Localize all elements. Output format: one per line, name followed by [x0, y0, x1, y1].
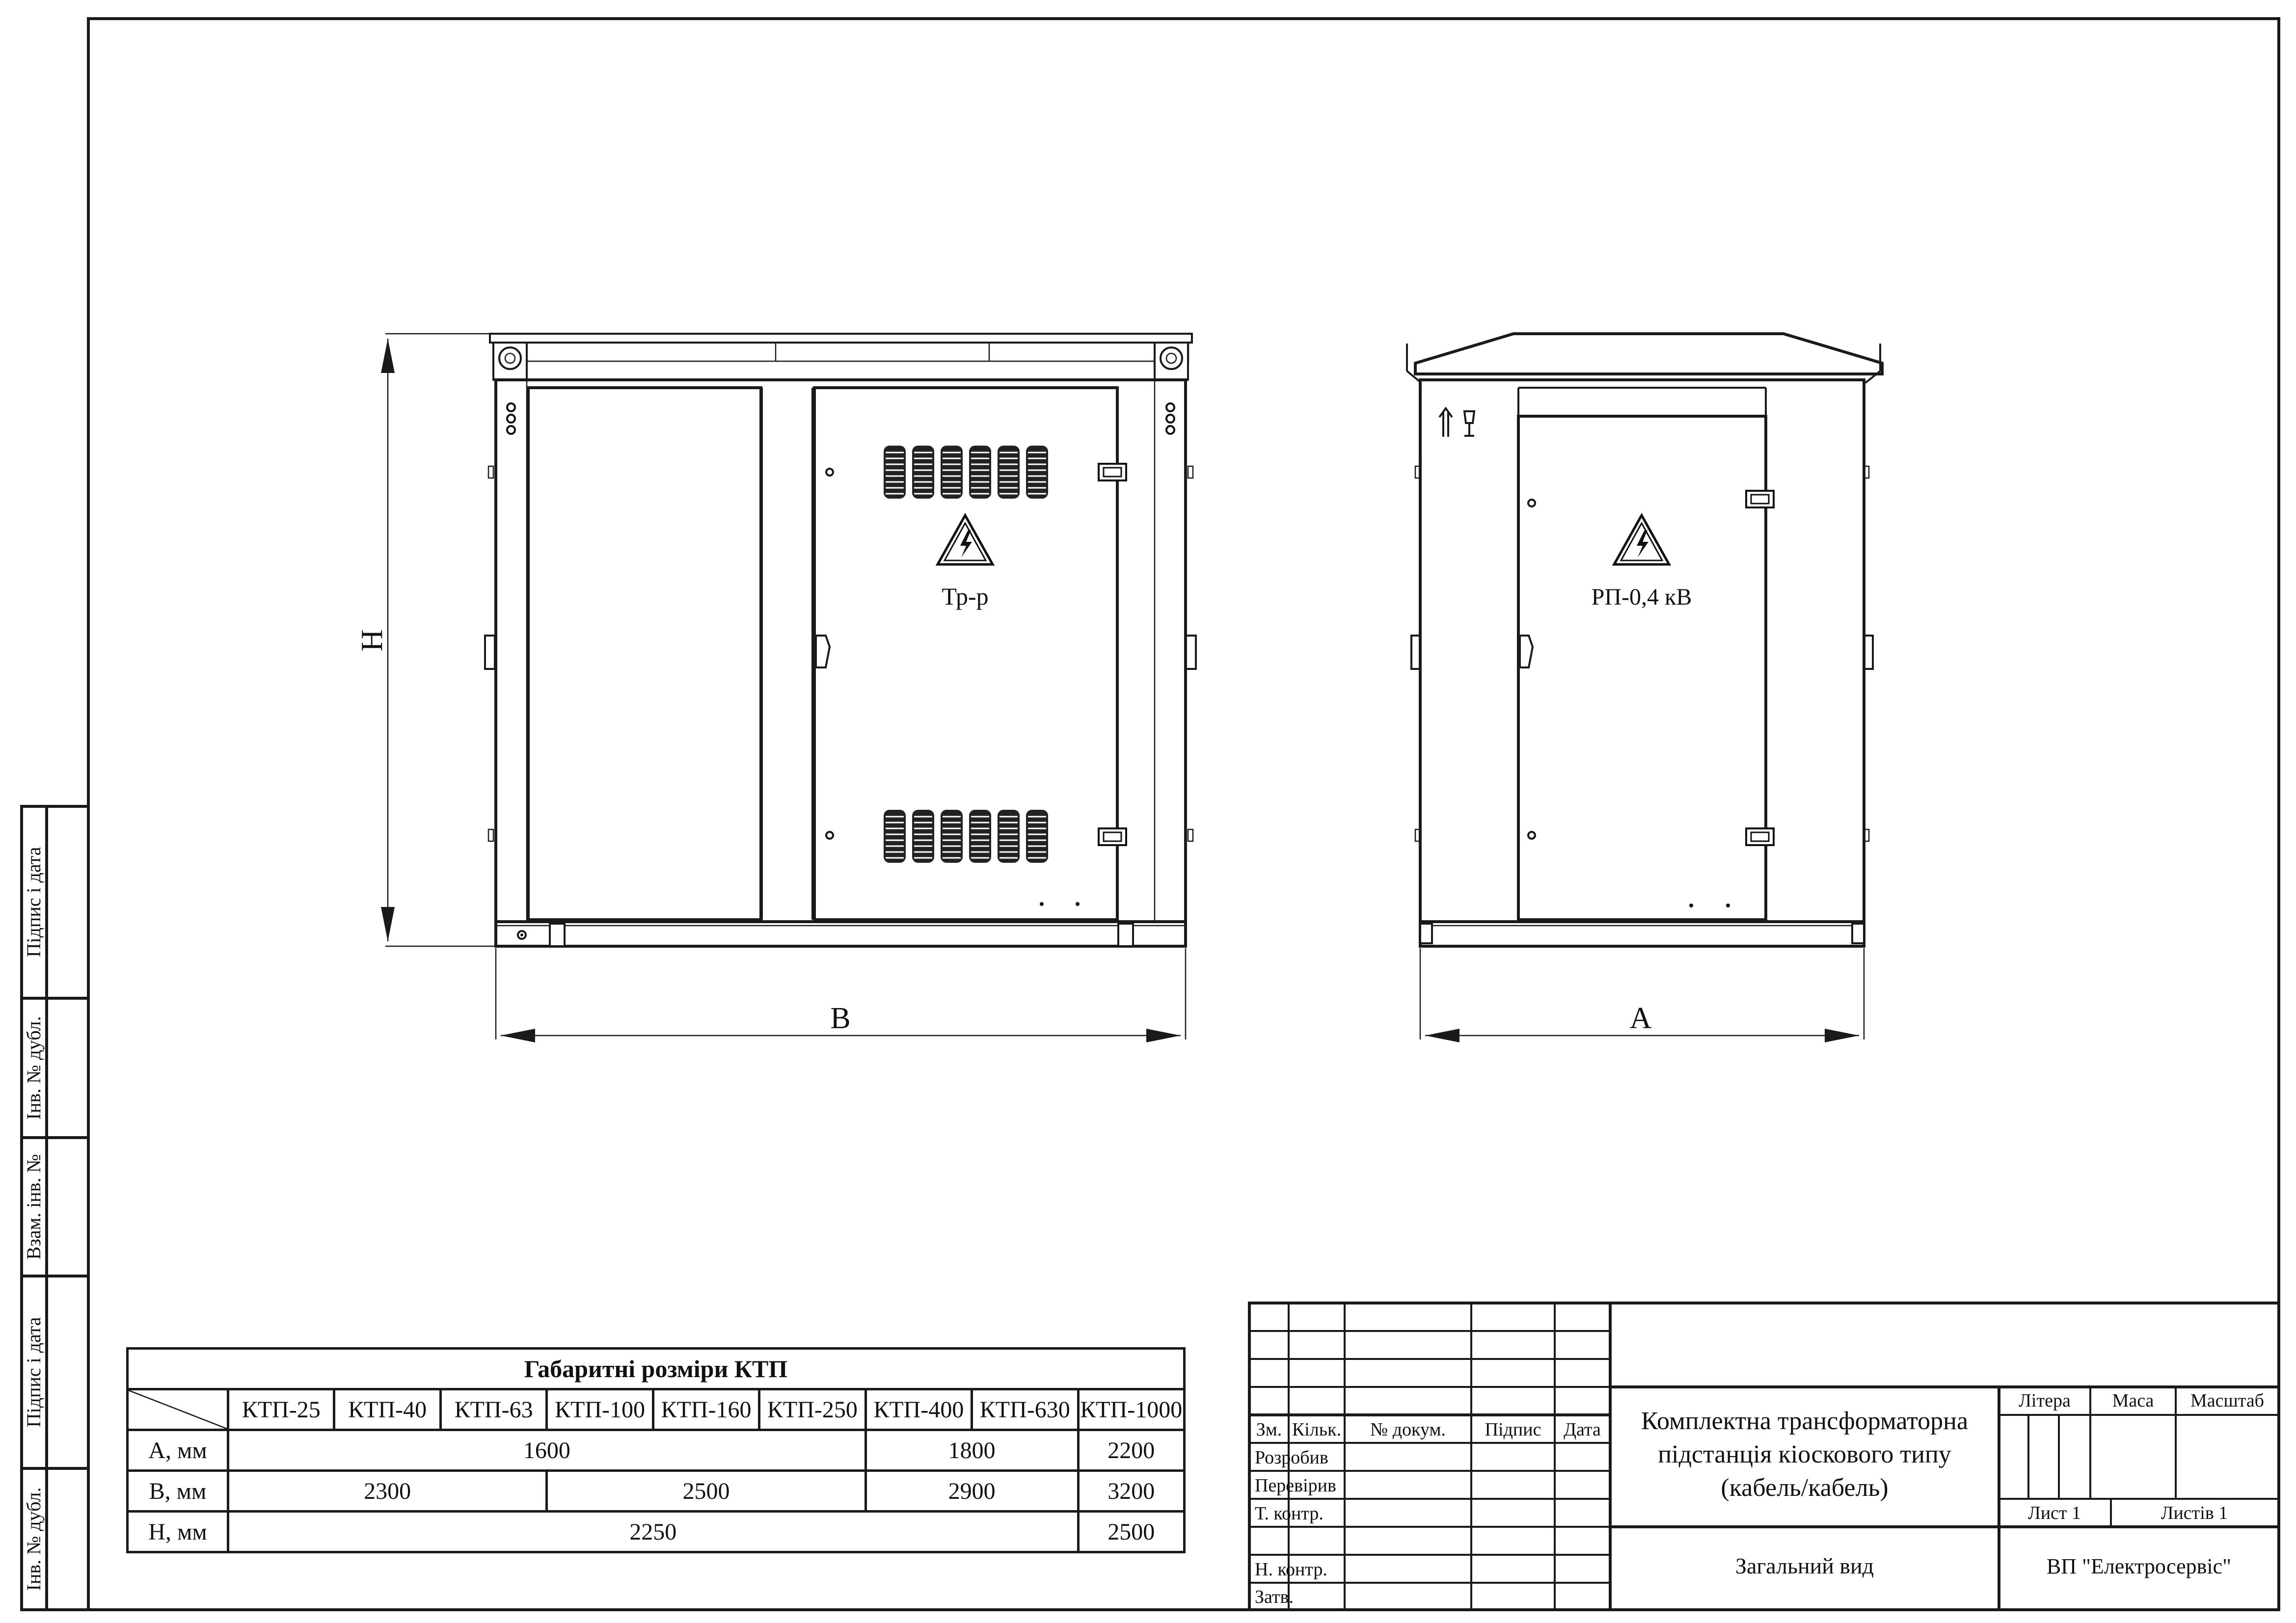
- dimensions-table: [126, 1347, 1186, 1553]
- dimension-value: 2900: [865, 1471, 1078, 1512]
- dim-width-front: [496, 948, 1186, 1039]
- hinge: [1746, 491, 1774, 507]
- high-voltage-warning-icon: [938, 515, 993, 564]
- handling-symbols-icon: [1439, 408, 1474, 437]
- lifting-eye-left: [493, 343, 527, 380]
- chain-symbol-left: [507, 403, 515, 434]
- title-block: [1249, 1303, 2279, 1610]
- hinge: [1099, 464, 1126, 480]
- model-header: КТП-630: [972, 1389, 1078, 1430]
- hinge: [1746, 828, 1774, 845]
- stamp-label: Інв. № дубл.: [23, 1016, 45, 1120]
- dimensions-table-title: Габаритні розміри КТП: [128, 1349, 1185, 1389]
- drawing-title-line3: (кабель/кабель): [1721, 1474, 1889, 1502]
- dim-height: [355, 334, 495, 946]
- table-row: [128, 1430, 1185, 1471]
- front-view: [485, 334, 1196, 946]
- model-header: КТП-400: [865, 1389, 972, 1430]
- organization: ВП "Електросервіс": [2046, 1554, 2232, 1578]
- dim-width-side-label: А: [1629, 1002, 1652, 1035]
- col-header-zm: Зм.: [1256, 1419, 1282, 1440]
- door-handle: [1520, 636, 1533, 667]
- dimension-value: 2200: [1078, 1430, 1185, 1471]
- role-developer: Розробив: [1255, 1447, 1328, 1468]
- row-label: Н, мм: [128, 1512, 228, 1552]
- role-approved: Затв.: [1255, 1587, 1294, 1607]
- dim-width-side: [1420, 948, 1864, 1039]
- drawing-title-line1: Комплектна трансформаторна: [1641, 1407, 1969, 1435]
- vent-louvers-top: [884, 446, 1048, 499]
- model-header: КТП-160: [653, 1389, 759, 1430]
- model-header: КТП-1000: [1078, 1389, 1185, 1430]
- lifting-eye-right: [1155, 343, 1188, 380]
- hinge: [1099, 828, 1126, 845]
- sheet-number: Лист 1: [2027, 1503, 2081, 1523]
- side-door-label: РП-0,4 кВ: [1591, 584, 1692, 610]
- table-row: [128, 1471, 1185, 1512]
- margin-stamp: [22, 806, 88, 1610]
- dimension-value: 2250: [228, 1512, 1079, 1552]
- vent-louvers-bottom: [884, 810, 1048, 863]
- dimension-value: 3200: [1078, 1471, 1185, 1512]
- row-label: В, мм: [128, 1471, 228, 1512]
- stamp-label: Взам. інв. №: [23, 1154, 45, 1260]
- drawing-title-line2: підстанція кіоскового типу: [1658, 1440, 1951, 1468]
- role-tech-control: Т. контр.: [1255, 1503, 1324, 1524]
- chain-symbol-right: [1166, 403, 1174, 434]
- table-corner-cell: [128, 1389, 228, 1430]
- dim-height-label: Н: [355, 629, 389, 652]
- col-header-doc: № докум.: [1370, 1419, 1446, 1440]
- model-header: КТП-250: [759, 1389, 865, 1430]
- dimension-value: 2500: [1078, 1512, 1185, 1552]
- table-row: [128, 1512, 1185, 1552]
- dimension-value: 2500: [547, 1471, 865, 1512]
- litera-label: Літера: [2019, 1390, 2071, 1411]
- stamp-label: Підпис і дата: [23, 1317, 45, 1428]
- row-label: А, мм: [128, 1430, 228, 1471]
- col-header-date: Дата: [1564, 1419, 1601, 1440]
- dimension-value: 1800: [865, 1430, 1078, 1471]
- stamp-label: Інв. № дубл.: [23, 1487, 45, 1591]
- sheets-total: Листів 1: [2161, 1503, 2228, 1523]
- stamp-label: Підпис і дата: [23, 847, 45, 958]
- side-view: [1407, 334, 1882, 946]
- col-header-sign: Підпис: [1485, 1419, 1541, 1440]
- dimension-value: 2300: [228, 1471, 547, 1512]
- mass-label: Маса: [2112, 1390, 2154, 1411]
- model-header: КТП-25: [228, 1389, 334, 1430]
- col-header-qty: Кільк.: [1292, 1419, 1342, 1440]
- dim-width-front-label: В: [830, 1002, 851, 1035]
- model-header: КТП-63: [440, 1389, 546, 1430]
- role-norm-control: Н. контр.: [1255, 1559, 1327, 1580]
- high-voltage-warning-icon: [1614, 515, 1669, 564]
- scale-label: Масштаб: [2190, 1390, 2265, 1411]
- dimension-value: 1600: [228, 1430, 866, 1471]
- role-checked: Перевірив: [1255, 1475, 1336, 1496]
- sheet-title: Загальний вид: [1735, 1553, 1874, 1578]
- door-handle: [816, 636, 830, 667]
- front-door-label: Тр-р: [942, 583, 989, 610]
- model-header: КТП-40: [334, 1389, 440, 1430]
- model-header: КТП-100: [547, 1389, 653, 1430]
